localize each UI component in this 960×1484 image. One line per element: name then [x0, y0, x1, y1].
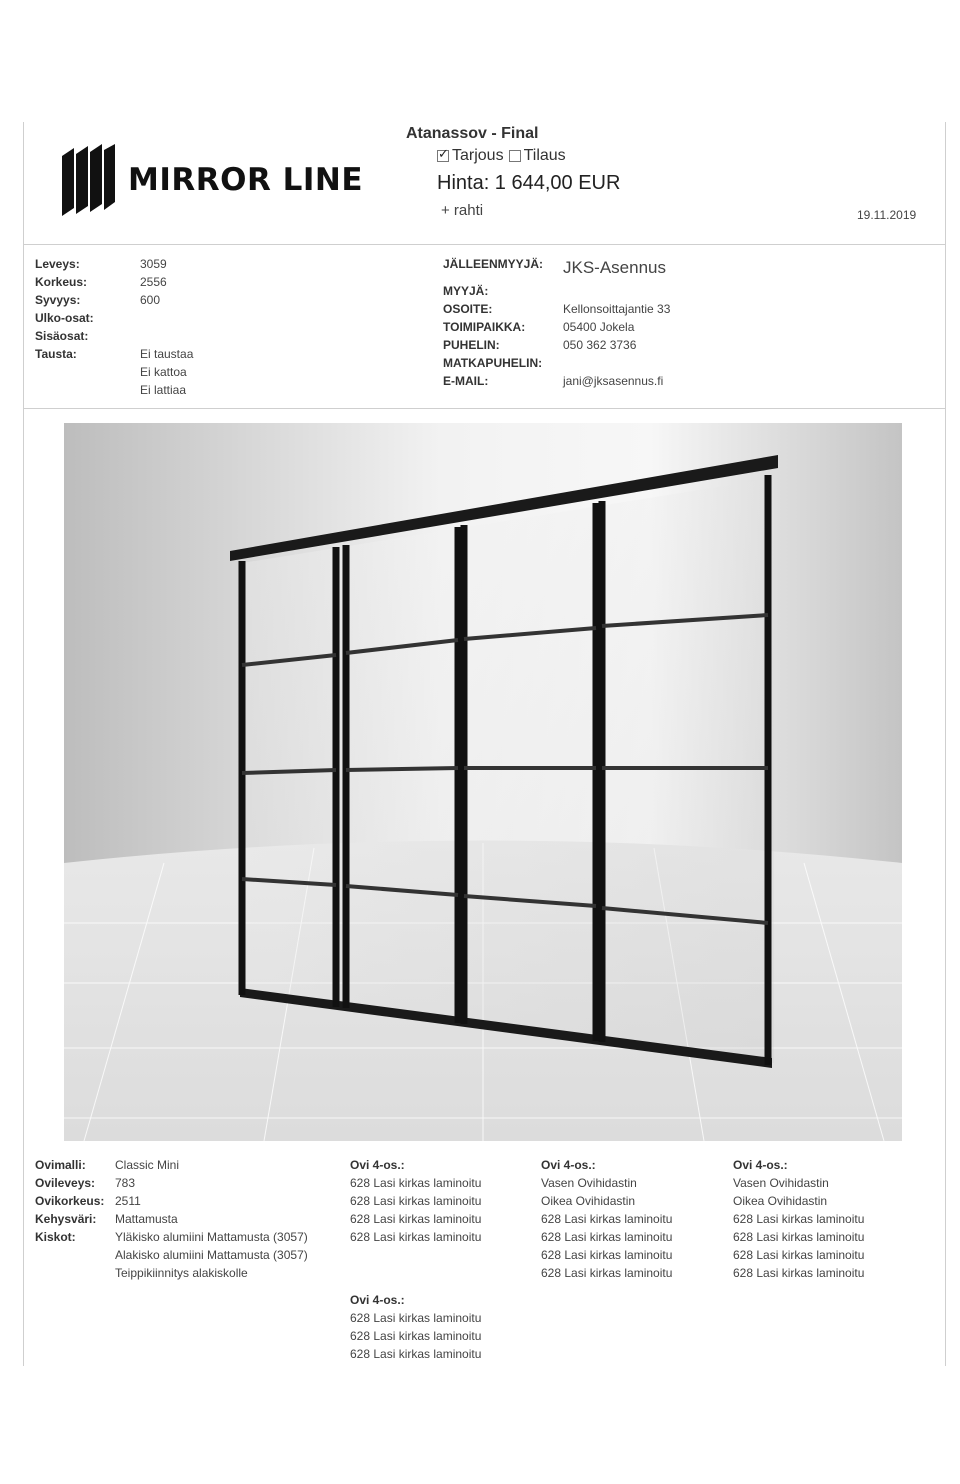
height-value: 2556: [140, 275, 167, 289]
floor-value: Ei lattiaa: [140, 383, 187, 397]
address-value: Kellonsoittajantie 33: [563, 302, 671, 316]
frame-color-label: Kehysväri:: [35, 1212, 97, 1226]
door-title: Ovi 4-os.:: [350, 1158, 405, 1172]
rails-label: Kiskot:: [35, 1230, 76, 1244]
reseller-label: JÄLLEENMYYJÄ:: [443, 257, 544, 271]
project-title: Atanassov - Final: [406, 125, 539, 142]
door-item: 628 Lasi kirkas laminoitu: [541, 1230, 673, 1244]
frame-color-value: Mattamusta: [115, 1212, 178, 1226]
city-label: TOIMIPAIKKA:: [443, 320, 526, 334]
logo-mark-icon: [60, 144, 116, 216]
door-item: 628 Lasi kirkas laminoitu: [350, 1311, 482, 1325]
logo-text: MIRROR LINE: [128, 162, 364, 198]
header-divider: [23, 244, 945, 245]
ceiling-value: Ei kattoa: [140, 365, 187, 379]
door-item: 628 Lasi kirkas laminoitu: [350, 1329, 482, 1343]
door-width-value: 783: [115, 1176, 136, 1190]
offer-order-options: [437, 147, 566, 165]
door-item: 628 Lasi kirkas laminoitu: [541, 1248, 673, 1262]
width-label: Leveys:: [35, 257, 80, 271]
door-item: 628 Lasi kirkas laminoitu: [350, 1194, 482, 1208]
door-height-label: Ovikorkeus:: [35, 1194, 105, 1208]
depth-label: Syvyys:: [35, 293, 81, 307]
door-title: Ovi 4-os.:: [350, 1293, 405, 1307]
email-value: jani@jksasennus.fi: [563, 374, 664, 388]
door-item: 628 Lasi kirkas laminoitu: [350, 1230, 482, 1244]
phone-value: 050 362 3736: [563, 338, 637, 352]
height-label: Korkeus:: [35, 275, 88, 289]
inner-parts-label: Sisäosat:: [35, 329, 89, 343]
background-value: Ei taustaa: [140, 347, 194, 361]
door-item: 628 Lasi kirkas laminoitu: [350, 1176, 482, 1190]
door-item: Vasen Ovihidastin: [541, 1176, 637, 1190]
reseller-name: JKS-Asennus: [563, 258, 666, 277]
door-item: Vasen Ovihidastin: [733, 1176, 829, 1190]
freight-note: + rahti: [441, 202, 484, 219]
address-label: OSOITE:: [443, 302, 493, 316]
door-item: 628 Lasi kirkas laminoitu: [541, 1212, 673, 1226]
offer-label: Tarjous: [452, 147, 504, 164]
door-height-value: 2511: [115, 1194, 141, 1208]
rail-item: Teippikiinnitys alakiskolle: [115, 1266, 248, 1280]
door-item: Oikea Ovihidastin: [541, 1194, 636, 1208]
model-label: Ovimalli:: [35, 1158, 86, 1172]
width-value: 3059: [140, 257, 167, 271]
offer-checkbox[interactable]: [437, 150, 449, 162]
door-item: Oikea Ovihidastin: [733, 1194, 828, 1208]
order-label: Tilaus: [523, 147, 566, 164]
door-item: 628 Lasi kirkas laminoitu: [541, 1266, 673, 1280]
background-label: Tausta:: [35, 347, 77, 361]
door-item: 628 Lasi kirkas laminoitu: [733, 1212, 865, 1226]
info-divider: [23, 408, 945, 409]
outer-parts-label: Ulko-osat:: [35, 311, 94, 325]
door-item: 628 Lasi kirkas laminoitu: [733, 1230, 865, 1244]
order-checkbox[interactable]: [509, 150, 521, 162]
door-item: 628 Lasi kirkas laminoitu: [733, 1266, 865, 1280]
door-title: Ovi 4-os.:: [733, 1158, 788, 1172]
mobile-label: MATKAPUHELIN:: [443, 356, 543, 370]
email-label: E-MAIL:: [443, 374, 489, 388]
seller-label: MYYJÄ:: [443, 284, 489, 298]
price: Hinta: 1 644,00 EUR: [437, 172, 621, 194]
city-value: 05400 Jokela: [563, 320, 635, 334]
product-render-image: [64, 423, 902, 1141]
mirror-line-logo: [60, 144, 363, 216]
depth-value: 600: [140, 293, 161, 307]
door-title: Ovi 4-os.:: [541, 1158, 596, 1172]
phone-label: PUHELIN:: [443, 338, 500, 352]
door-item: 628 Lasi kirkas laminoitu: [350, 1347, 482, 1361]
door-item: 628 Lasi kirkas laminoitu: [733, 1248, 865, 1262]
door-item: 628 Lasi kirkas laminoitu: [350, 1212, 482, 1226]
model-value: Classic Mini: [115, 1158, 180, 1172]
door-width-label: Ovileveys:: [35, 1176, 96, 1190]
rail-item: Yläkisko alumiini Mattamusta (3057): [115, 1230, 308, 1244]
document-date: 19.11.2019: [857, 208, 917, 222]
rail-item: Alakisko alumiini Mattamusta (3057): [115, 1248, 308, 1262]
